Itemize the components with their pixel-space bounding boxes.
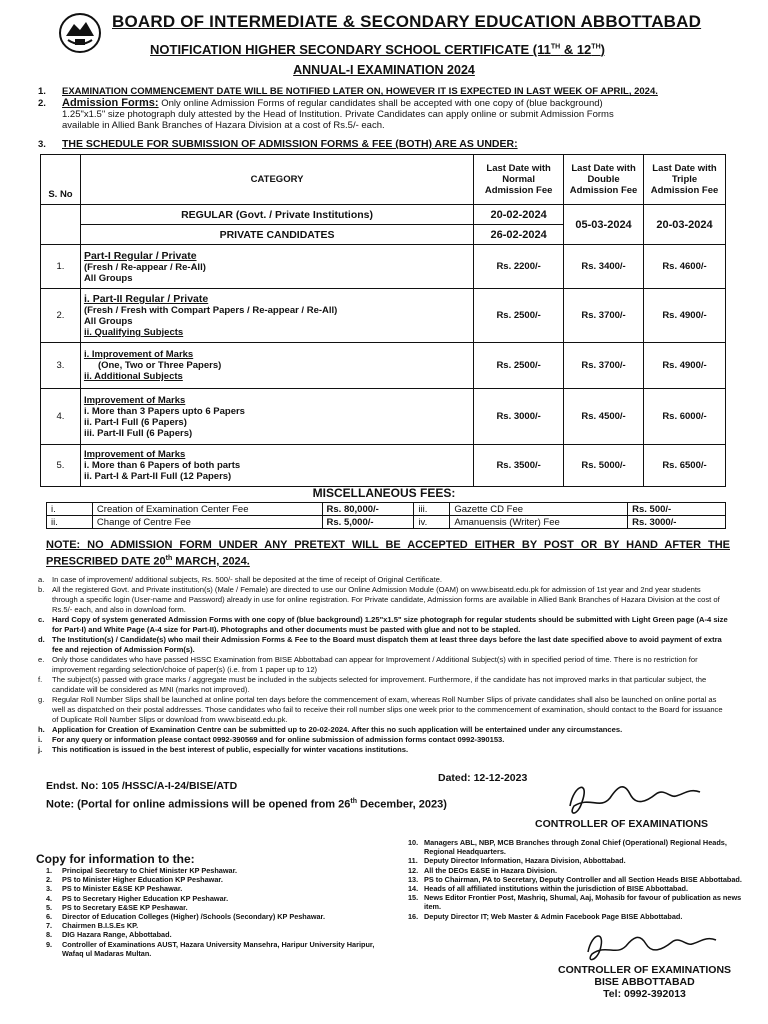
list-item: 3. PS to Minister E&SE KP Peshawar. — [46, 884, 183, 894]
regular-label: REGULAR (Govt. / Private Institutions) — [80, 205, 473, 225]
controller-title: CONTROLLER OF EXAMINATIONS — [535, 818, 709, 830]
triple-date: 20-03-2024 — [644, 205, 726, 245]
admission-note: NOTE: NO ADMISSION FORM UNDER ANY PRETEXT WILL BE ACCEPTED EITHER BY POST OR BY HAND AFTER THE PRESCRIBED DATE 20th MARCH, 2024. — [46, 539, 730, 568]
private-label: PRIVATE CANDIDATES — [80, 225, 473, 245]
exam-title: ANNUAL-I EXAMINATION 2024 — [293, 63, 475, 77]
list-item: 14. Heads of all affiliated institutions within the jurisdiction of BISE Abbottabad. — [408, 884, 689, 894]
board-crest-icon — [58, 12, 102, 54]
triple-fee-header: Last Date with Triple Admission Fee — [644, 155, 726, 205]
signature-icon — [580, 926, 730, 966]
list-item: 12. All the DEOs E&SE in Hazara Division. — [408, 865, 558, 875]
list-item: 13. PS to Chairman, PA to Secretary, Deputy Controller and all Section Heads BISE Abbottabad. — [408, 874, 742, 884]
board-title: BOARD OF INTERMEDIATE & SECONDARY EDUCATION ABBOTTABAD — [112, 12, 702, 31]
copy-list-left — [46, 866, 396, 958]
list-item: 11. Deputy Director Information, Hazara Division, Abbottabad. — [408, 856, 626, 866]
notification-title: NOTIFICATION HIGHER SECONDARY SCHOOL CERTIFICATE (11TH & 12TH) — [150, 42, 605, 57]
list-item: c. Hard Copy of system generated Admission Forms with one copy of (blue background) 1.25"x1.5" size photograph for regular students should be submitted with Light Green page (A-4 size for Part-I) and White Page (A-4 size for Part-II). Photographs and other documents must be pasted with glue and not to be stapled. — [38, 615, 728, 634]
table-row: 4. Improvement of Marks i. More than 3 Papers upto 6 Papers ii. Part-I Full (6 Papers) iii. Part-II Full (6 Papers) Rs. 3000/- Rs. 4500/- Rs. 6000/- — [41, 389, 726, 445]
table-row: 1. Part-I Regular / Private (Fresh / Re-appear / Re-All) All Groups Rs. 2200/- Rs. 3400/- Rs. 4600/- — [41, 245, 726, 289]
copy-list-right — [408, 838, 758, 921]
copy-heading: Copy for information to the: — [36, 852, 195, 866]
point-1: 1. EXAMINATION COMMENCEMENT DATE WILL BE NOTIFIED LATER ON, HOWEVER IT IS EXPECTED IN LAST WEEK OF APRIL, 2024. — [38, 86, 658, 97]
table-row: 5. Improvement of Marks i. More than 6 Papers of both parts ii. Part-I & Part-II Full (12 Papers) Rs. 3500/- Rs. 5000/- Rs. 6500/- — [41, 445, 726, 487]
table-row: i. Creation of Examination Center Fee Rs. 80,000/- iii. Gazette CD Fee Rs. 500/- — [47, 503, 726, 516]
misc-fees-title: MISCELLANEOUS FEES: — [312, 486, 456, 500]
list-item: h. Application for Creation of Examination Centre can be submitted up to 20-02-2024. After this no such application will be entertained under any circumstances. — [38, 725, 623, 734]
point-2: 2. Admission Forms: Only online Admission Forms of regular candidates shall be accepted with one copy of (blue background) 1.25"x1.5" size photograph duly attested by the Head of Institution. Private Candidates can apply online or submit Admission Forms available in Allied Bank Branches of Hazara Division at a cost of Rs.5/- each. — [38, 97, 614, 131]
regular-normal-date: 20-02-2024 — [474, 205, 564, 225]
list-item: 1. Principal Secretary to Chief Minister KP Peshawar. — [46, 866, 238, 875]
list-item: 2. PS to Minister Higher Education KP Peshawar. — [46, 875, 223, 885]
list-item: 7. Chairmen B.I.S.Es KP. — [46, 921, 139, 931]
list-item: e. Only those candidates who have passed HSSC Examination from BISE Abbottabad can appear for Improvement / Additional Subject(s) with in specified period of time. There is no restriction for improvement regarding selection/choice of paper(s) (i.e. from 1 paper up to 12) — [38, 655, 698, 674]
table-row: ii. Change of Centre Fee Rs. 5,000/- iv. Amanuensis (Writer) Fee Rs. 3000/- — [47, 516, 726, 529]
point-3: 3. THE SCHEDULE FOR SUBMISSION OF ADMISSION FORMS & FEE (BOTH) ARE AS UNDER: — [38, 138, 518, 150]
private-normal-date: 26-02-2024 — [474, 225, 564, 245]
list-item: i. For any query or information please contact 0992-390569 and for online submission of admission forms contact 0992-390153. — [38, 735, 505, 744]
list-item: f. The subject(s) passed with grace marks / aggregate must be included in the subjects selected for improvement. Furthermore, if the candidate has not improved marks in that particular subject, the candidate will be considered as MNI (marks not improved). — [38, 675, 707, 694]
portal-note: Note: (Portal for online admissions will be opened from 26th December, 2023) — [46, 798, 447, 811]
signature-icon — [560, 776, 730, 820]
double-date: 05-03-2024 — [564, 205, 644, 245]
list-item: 9. Controller of Examinations AUST, Hazara University Mansehra, Haripur University Haripur, Wafaq ul Madaras Multan. — [46, 939, 375, 958]
list-item: 16. Deputy Director IT; Web Master & Admin Facebook Page BISE Abbottabad. — [408, 911, 683, 921]
list-item: g. Regular Roll Number Slips shall be launched at online portal ten days before the commencement of exam, whereas Roll Number Slips of private candidates shall also be launched on online portal as well as dispatched on their postal addresses. Those candidates who fail to receive their roll number slips one week prior to the commencement of examination, should contact to the Board for issuance of Duplicate Roll Number Slips or download from www.biseatd.edu.pk. — [38, 695, 723, 724]
list-item: a. In case of improvement/ additional subjects, Rs. 500/- shall be deposited at the time of receipt of Original Certificate. — [38, 575, 443, 584]
table-row: 2. i. Part-II Regular / Private (Fresh / Fresh with Compart Papers / Re-appear / Re-All) All Groups ii. Qualifying Subjects Rs. 2500/- Rs. 3700/- Rs. 4900/- — [41, 289, 726, 343]
list-item: b. All the registered Govt. and Private institution(s) (Male / Female) are directed to use our Online Admission Module (OAM) on www.biseatd.edu.pk for admission of 1st year and 2nd year students through a specific login (User-name and Password) already in use for online registration. For Private candidate, Admission forms are available in Allied Bank Branches of Hazara Division at the cost of Rs.5/- each, and also in download form. — [38, 585, 720, 614]
normal-fee-header: Last Date with Normal Admission Fee — [474, 155, 564, 205]
double-fee-header: Last Date with Double Admission Fee — [564, 155, 644, 205]
category-header: CATEGORY — [80, 155, 473, 205]
list-item: d. The Institution(s) / Candidate(s) who mail their Admission Forms & Fee to the Board must dispatch them at least three days before the last date specified above to avoid payment of extra fee and rejection of Admission Form(s). — [38, 635, 722, 654]
list-item: 15. News Editor Frontier Post, Mashriq, Shumal, Aaj, Mohasib for favour of publication as news item. — [408, 893, 742, 912]
sno-header: S. No — [41, 155, 81, 205]
list-item: 8. DIG Hazara Range, Abbottabad. — [46, 930, 172, 940]
list-item: 5. PS to Secretary E&SE KP Peshawar. — [46, 902, 188, 912]
footer-signatory: CONTROLLER OF EXAMINATIONS BISE ABBOTTABAD Tel: 0992-392013 — [558, 964, 732, 1000]
schedule-table — [40, 154, 726, 487]
table-row: 3. i. Improvement of Marks (One, Two or Three Papers) ii. Additional Subjects Rs. 2500/- Rs. 3700/- Rs. 4900/- — [41, 343, 726, 389]
list-item: 10. Managers ABL, NBP, MCB Branches through Zonal Chief (Operational) Regional Heads, Regional Headquarters. — [408, 838, 727, 857]
endorsement-number: Endst. No: 105 /HSSC/A-I-24/BISE/ATD — [46, 780, 238, 792]
list-item: j. This notification is issued in the best interest of public, especially for winter vacations institutions. — [38, 745, 409, 754]
list-item: 4. PS to Secretary Higher Education KP Peshawar. — [46, 893, 229, 903]
dated: Dated: 12-12-2023 — [438, 772, 528, 784]
list-item: 6. Director of Education Colleges (Higher) /Schools (Secondary) KP Peshawar. — [46, 912, 326, 922]
misc-fees-table — [46, 502, 726, 529]
instructions-list — [38, 575, 728, 755]
